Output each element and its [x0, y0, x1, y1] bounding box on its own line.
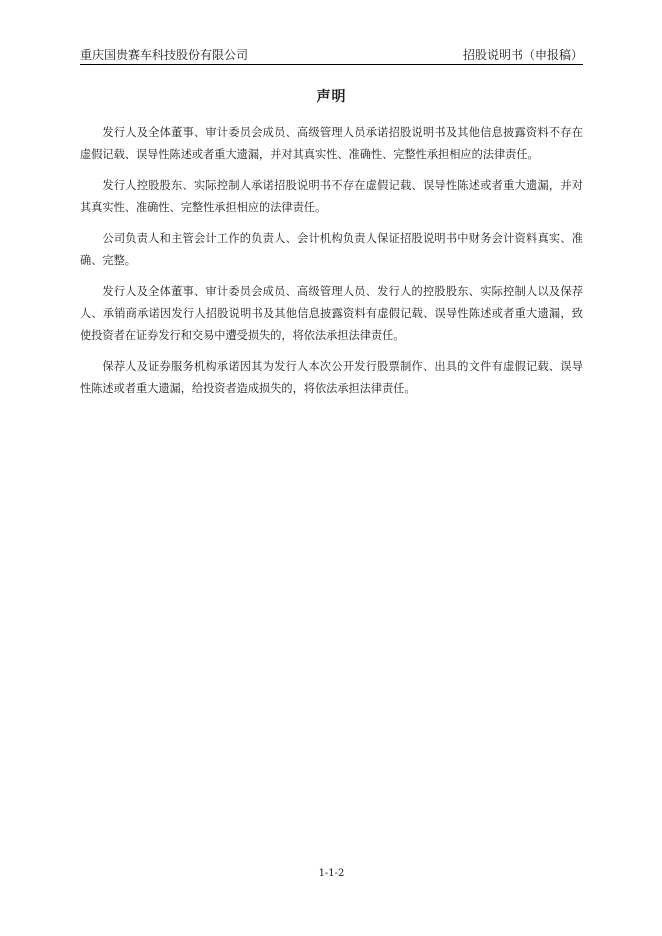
declaration-paragraph: 发行人及全体董事、审计委员会成员、高级管理人员承诺招股说明书及其他信息披露资料不存在虚假记载、误导性陈述或者重大遗漏，并对其真实性、准确性、完整性承担相应的法律责任。 — [80, 126, 583, 161]
company-name: 重庆国贵赛车科技股份有限公司 — [80, 48, 249, 62]
page-title: 声明 — [316, 89, 347, 105]
page-number: 1-1-2 — [318, 868, 345, 879]
declaration-paragraph: 公司负责人和主管会计工作的负责人、会计机构负责人保证招股说明书中财务会计资料真实、准确、完整。 — [80, 232, 583, 267]
declaration-paragraph: 发行人及全体董事、审计委员会成员、高级管理人员、发行人的控股股东、实际控制人以及保荐人、承销商承诺因发行人招股说明书及其他信息披露资料有虚假记载、误导性陈述或者重大遗漏，致使投资者在证券发行和交易中遭受损失的，将依法承担法律责任。 — [80, 285, 583, 342]
declaration-body — [80, 122, 583, 409]
declaration-paragraph: 发行人控股股东、实际控制人承诺招股说明书不存在虚假记载、误导性陈述或者重大遗漏，并对其真实性、准确性、完整性承担相应的法律责任。 — [80, 179, 583, 214]
page-header — [80, 46, 583, 64]
header-divider — [80, 64, 583, 65]
declaration-paragraph: 保荐人及证券服务机构承诺因其为发行人本次公开发行股票制作、出具的文件有虚假记载、误导性陈述或者重大遗漏，给投资者造成损失的，将依法承担法律责任。 — [80, 360, 583, 395]
document-type: 招股说明书（申报稿） — [462, 48, 583, 62]
